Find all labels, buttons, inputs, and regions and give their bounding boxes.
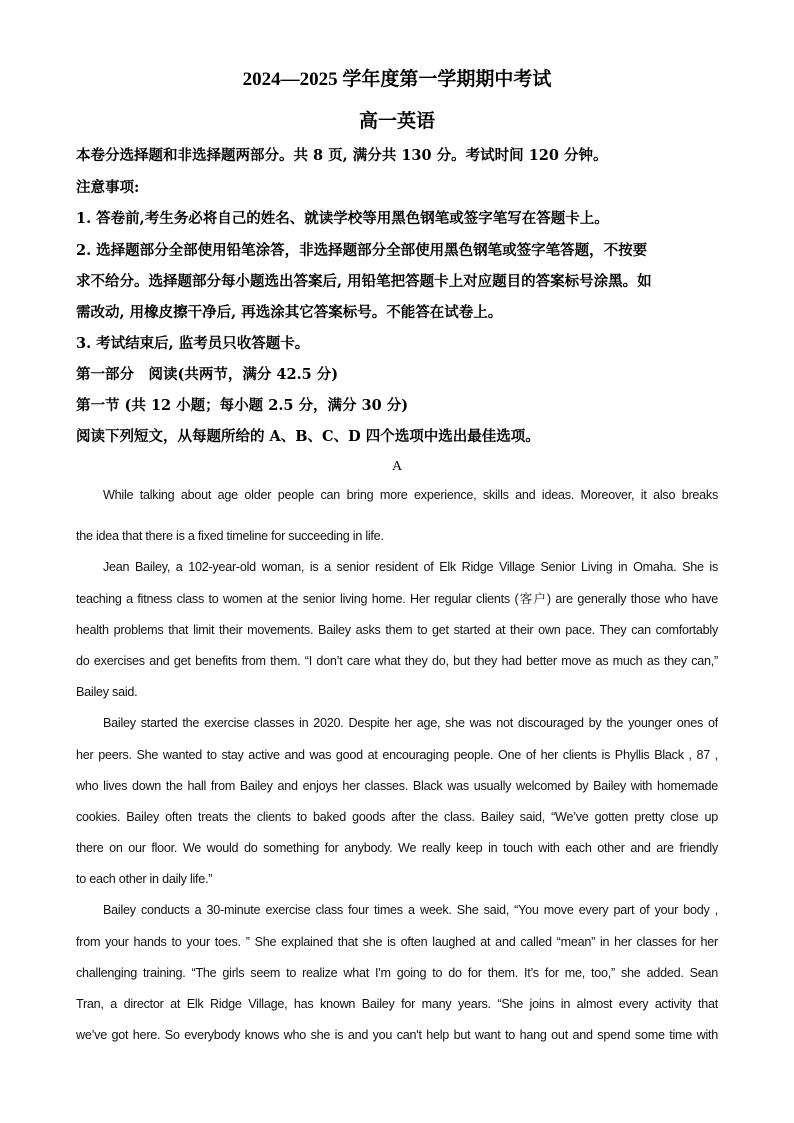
part-heading: 第一部分 阅读(共两节，满分 42.5 分) [76,366,339,383]
passage-line: from your hands to your toes. ” She explained that she is often laughed at and called “mean” in her classes for her [76,934,718,949]
passage-line: challenging training. “The girls seem to realize what I'm going to do for them. It’s for me, too,” she added. Sean [76,965,718,980]
passage-line: teaching a fitness class to women at the senior living home. Her regular clients (客户) are generally those who have [76,591,718,606]
passage-line: Tran, a director at Elk Ridge Village, has known Bailey for many years. “She joins in almost every activity that [76,997,718,1011]
note-2-line: 求不给分。选择题部分每小题选出答案后, 用铅笔把答题卡上对应题目的答案标号涂黑。如 [76,273,652,290]
passage-line: who lives down the hall from Bailey and enjoys her classes. Black was usually welcomed by Bailey with homemade [76,778,718,793]
exam-subject: 高一英语 [358,111,435,132]
passage-line: Bailey conducts a 30-minute exercise class four times a week. She said, “You move every part of your body , [103,903,718,918]
passage-line: Jean Bailey, a 102-year-old woman, is a senior resident of Elk Ridge Village Senior Living in Omaha. She is [103,560,718,575]
notes-heading: 注意事项: [76,179,140,196]
note-1: 1. 答卷前,考生务必将自己的姓名、就读学校等用黑色钢笔或签字笔写在答题卡上。 [76,210,609,227]
passage-line: her peers. She wanted to stay active and was good at encouraging people. One of her clients is Phyllis Black , 87 , [76,747,718,762]
passage-label: A [391,459,403,474]
passage-line: to each other in daily life.” [76,872,213,887]
passage-line: we’ve got here. So everybody knows who she is and you can't help but want to hang out and spend some time with [76,1028,718,1043]
passage-line: Bailey started the exercise classes in 2020. Despite her age, she was not discouraged by the younger ones of [103,716,718,731]
subsection-heading: 第一节 (共 12 小题；每小题 2.5 分，满分 30 分) [76,397,409,414]
note-2-line: 需改动, 用橡皮擦干净后, 再选涂其它答案标号。不能答在试卷上。 [76,304,503,321]
note-3: 3. 考试结束后, 监考员只收答题卡。 [76,335,310,352]
note-2-line: 2. 选择题部分全部使用铅笔涂答，非选择题部分全部使用黑色钢笔或签字笔答题，不按要 [76,242,648,259]
note-2 [76,235,718,328]
passage-line: While talking about age older people can bring more experience, skills and ideas. Moreover, it also breaks [103,488,718,502]
reading-passage [76,480,718,1051]
exam-intro: 本卷分选择题和非选择题两部分。共 8 页, 满分共 130 分。考试时间 120 分钟。 [76,147,608,164]
exam-title: 2024—2025 学年度第一学期期中考试 [242,69,552,90]
passage-line: there on our floor. We would do something for anybody. We really keep in touch with each other and are friendly [76,841,718,856]
passage-line: cookies. Bailey often treats the clients to baked goods after the class. Bailey said, “We’ve gotten pretty close up [76,809,718,824]
passage-line: Bailey said. [76,685,138,700]
passage-line: do exercises and get benefits from them. “I don’t care what they do, but they had better move as much as they can,” [76,653,718,668]
reading-direction: 阅读下列短文，从每题所给的 A、B、C、D 四个选项中选出最佳选项。 [76,428,540,445]
passage-line: the idea that there is a fixed timeline for succeeding in life. [76,529,384,544]
passage-line: health problems that limit their movements. Bailey asks them to get started at their own pace. They can comfortably [76,622,718,637]
